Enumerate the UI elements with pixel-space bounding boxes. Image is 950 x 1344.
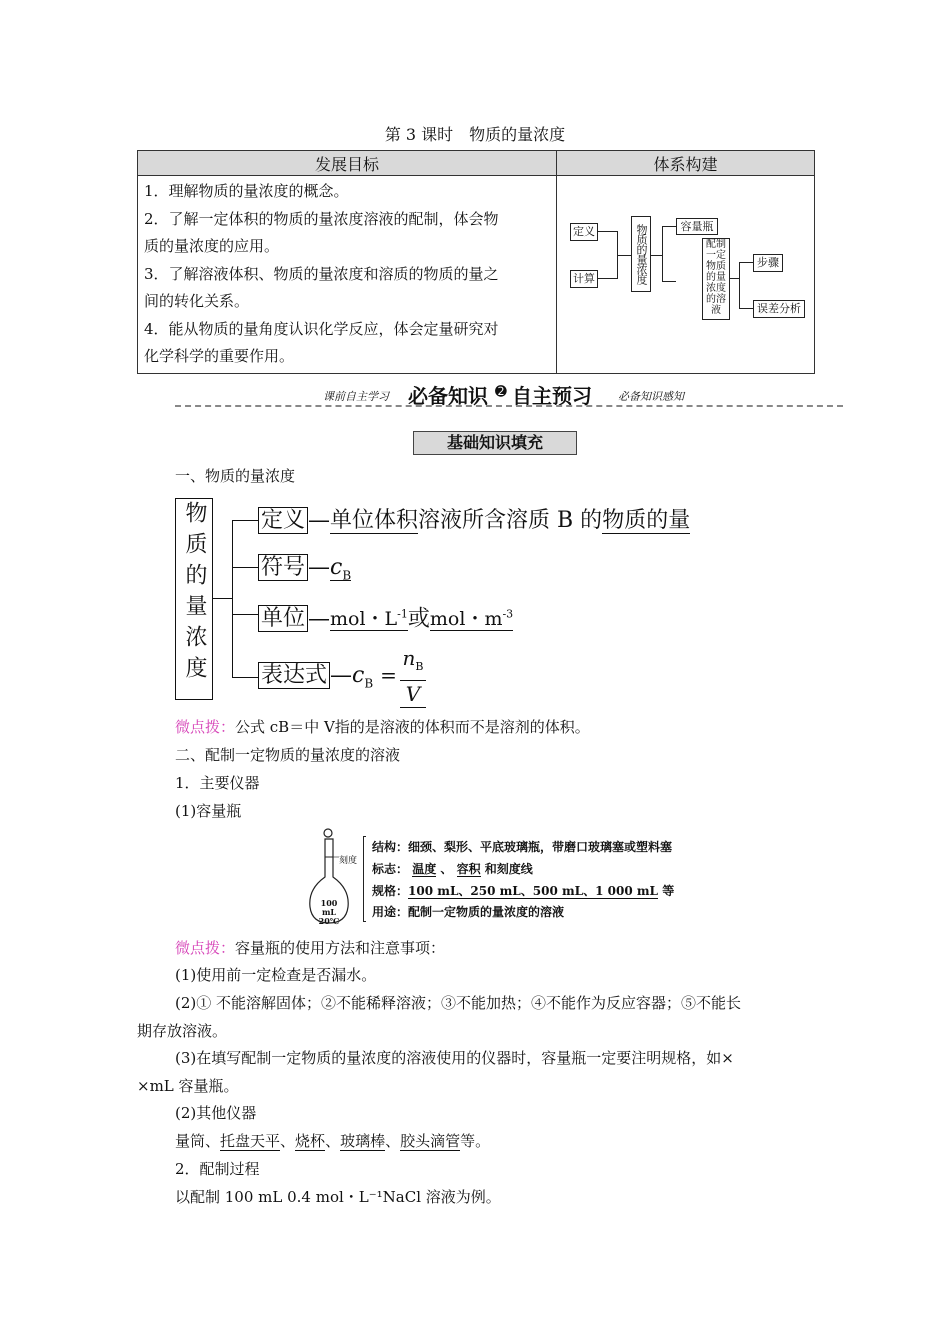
tip2-item1: (1)使用前一定检查是否漏水。 (175, 966, 377, 984)
sub2-heading: 2．配制过程 (175, 1160, 260, 1178)
sub1a-heading: (1)容量瓶 (175, 802, 242, 820)
tip1-text: 公式 cB＝中 V指的是溶液的体积而不是溶剂的体积。 (235, 718, 590, 736)
tip2-item2a: (2)① 不能溶解固体；②不能稀释溶液；③不能加热；④不能作为反应容器；⑤不能长 (175, 994, 742, 1012)
concept-box (175, 498, 213, 700)
tip2-label: 微点拨： (175, 939, 236, 957)
other-g: 、 (385, 1132, 401, 1150)
tip2-text: 容量瓶的使用方法和注意事项： (235, 939, 446, 957)
expression-left: c (352, 663, 365, 688)
flask-spec (372, 882, 674, 899)
unit-or: 或 (407, 606, 430, 632)
other-i: 等。 (460, 1132, 491, 1150)
flask-sign-a: 温度 (412, 862, 437, 876)
expression-left-sub: B (364, 676, 374, 691)
flask-spec-suffix: 等 (662, 884, 675, 898)
banner-divider (175, 405, 843, 407)
row-unit: 单位 —mol・$L^{-1}$或mol・$m^{-3}$ (258, 600, 513, 634)
other-c: 、 (280, 1132, 296, 1150)
tip2-item3a: (3)在填写配制一定物质的量浓度的溶液使用的仪器时，容量瓶一定要注明规格，如× (175, 1049, 734, 1067)
expression-num-sub: B (415, 660, 424, 673)
flask-use: 用途：配制一定物质的量浓度的溶液 (372, 905, 565, 919)
page-title: 第 3 课时 物质的量浓度 (384, 125, 566, 144)
expression-den: V (400, 681, 426, 708)
node-center: 物质的量浓度 (631, 216, 651, 292)
unit-label: 单位 (258, 605, 308, 632)
section-title: 基础知识填充 (413, 431, 577, 455)
node-error: 误差分析 (753, 300, 805, 318)
sub1-heading: 1．主要仪器 (175, 774, 260, 792)
arrow-icon: ➋ (495, 384, 507, 400)
goal-line: 1．理解物质的量浓度的概念。 (144, 182, 349, 200)
goal-line: 化学科学的重要作用。 (144, 347, 295, 365)
row-expression: 表达式 $—c_B$ = (258, 660, 397, 698)
other-d: 烧杯 (295, 1132, 326, 1150)
part2-heading: 二、配制一定物质的量浓度的溶液 (175, 746, 401, 764)
definition-a: 单位体积 (330, 508, 419, 533)
other-instruments (175, 1131, 490, 1151)
flask-mark: 刻度 (339, 856, 358, 866)
banner-right-small: 必备知识感知 (618, 390, 684, 403)
flask-sign-c: 和刻度线 (484, 862, 533, 876)
other-e: 、 (325, 1132, 341, 1150)
sub1b-heading: (2)其他仪器 (175, 1104, 257, 1122)
tip2-item3b: ×mL 容量瓶。 (137, 1077, 239, 1095)
node-steps: 步骤 (753, 254, 783, 272)
flask-structure: 结构：细颈、梨形、平底玻璃瓶，带磨口玻璃塞或塑料塞 (372, 840, 673, 854)
goal-line: 间的转化关系。 (144, 292, 250, 310)
goal-line: 4．能从物质的量角度认识化学反应，体会定量研究对 (144, 319, 499, 338)
node-flask: 容量瓶 (676, 218, 718, 235)
flask-sign-prefix: 标志： (372, 862, 409, 876)
expression-num: n (402, 646, 416, 670)
flask-spec-values: 100 mL、250 mL、500 mL、1 000 mL (408, 884, 658, 898)
goal-list (138, 176, 556, 373)
definition-label: 定义 (258, 507, 308, 534)
goals-table (137, 150, 815, 374)
col-header-system: 体系构建 (557, 151, 815, 176)
goal-line: 质的量浓度的应用。 (144, 237, 280, 255)
goal-line: 3．了解溶液体积、物质的量浓度和溶质的物质的量之 (144, 264, 499, 283)
goal-line: 2．了解一定体积的物质的量浓度溶液的配制，体会物 (144, 209, 499, 228)
other-f: 玻璃棒 (340, 1132, 386, 1150)
col-header-goals: 发展目标 (138, 151, 557, 176)
banner-big-left: 必备知识 (408, 384, 488, 408)
expression-fraction (400, 645, 426, 708)
unit-a-sup: -1 (397, 608, 408, 621)
tip2 (175, 938, 445, 958)
definition-c: 物质的量 (602, 508, 691, 533)
flask-sign: 标志： 温度 、 容积 和刻度线 (372, 862, 533, 876)
node-define: 定义 (570, 223, 598, 241)
node-prepare: 配制一定物质的量浓度的溶液 (702, 238, 730, 320)
unit-b-sup: -3 (502, 608, 514, 621)
row-definition: 定义 —单位体积溶液所含溶质 B 的物质的量 (258, 506, 690, 536)
node-calc: 计算 (570, 270, 598, 288)
symbol-text: c (330, 555, 343, 580)
banner-left-small: 课前自主学习 (323, 390, 389, 403)
concept-label: 物质的量浓度 (182, 501, 207, 687)
flask-spec-prefix: 规格： (372, 884, 409, 898)
unit-a: mol・L (330, 608, 398, 631)
symbol-label: 符号 (258, 554, 308, 581)
unit-b: mol・m (429, 608, 503, 631)
part1-heading: 一、物质的量浓度 (175, 467, 296, 485)
tip1-label: 微点拨： (175, 718, 236, 736)
tip2-item2b: 期存放溶液。 (137, 1022, 228, 1040)
tip1 (175, 717, 590, 737)
row-symbol: 符号 $—c_B$ (258, 553, 351, 590)
other-a: 量筒、 (175, 1132, 221, 1150)
symbol-sub: B (342, 568, 352, 583)
expression-label: 表达式 (258, 662, 330, 689)
flask-bottom-label: 100 mL 20℃ (318, 898, 340, 926)
system-diagram (557, 176, 814, 372)
example-line: 以配制 100 mL 0.4 mol・L⁻¹NaCl 溶液为例。 (175, 1188, 501, 1206)
other-h: 胶头滴管 (400, 1132, 461, 1150)
definition-b: 溶液所含溶质 B 的 (418, 508, 603, 533)
flask-sign-b: 容积 (456, 862, 481, 876)
banner-big-right: 自主预习 (512, 384, 592, 408)
other-b: 托盘天平 (220, 1132, 281, 1150)
